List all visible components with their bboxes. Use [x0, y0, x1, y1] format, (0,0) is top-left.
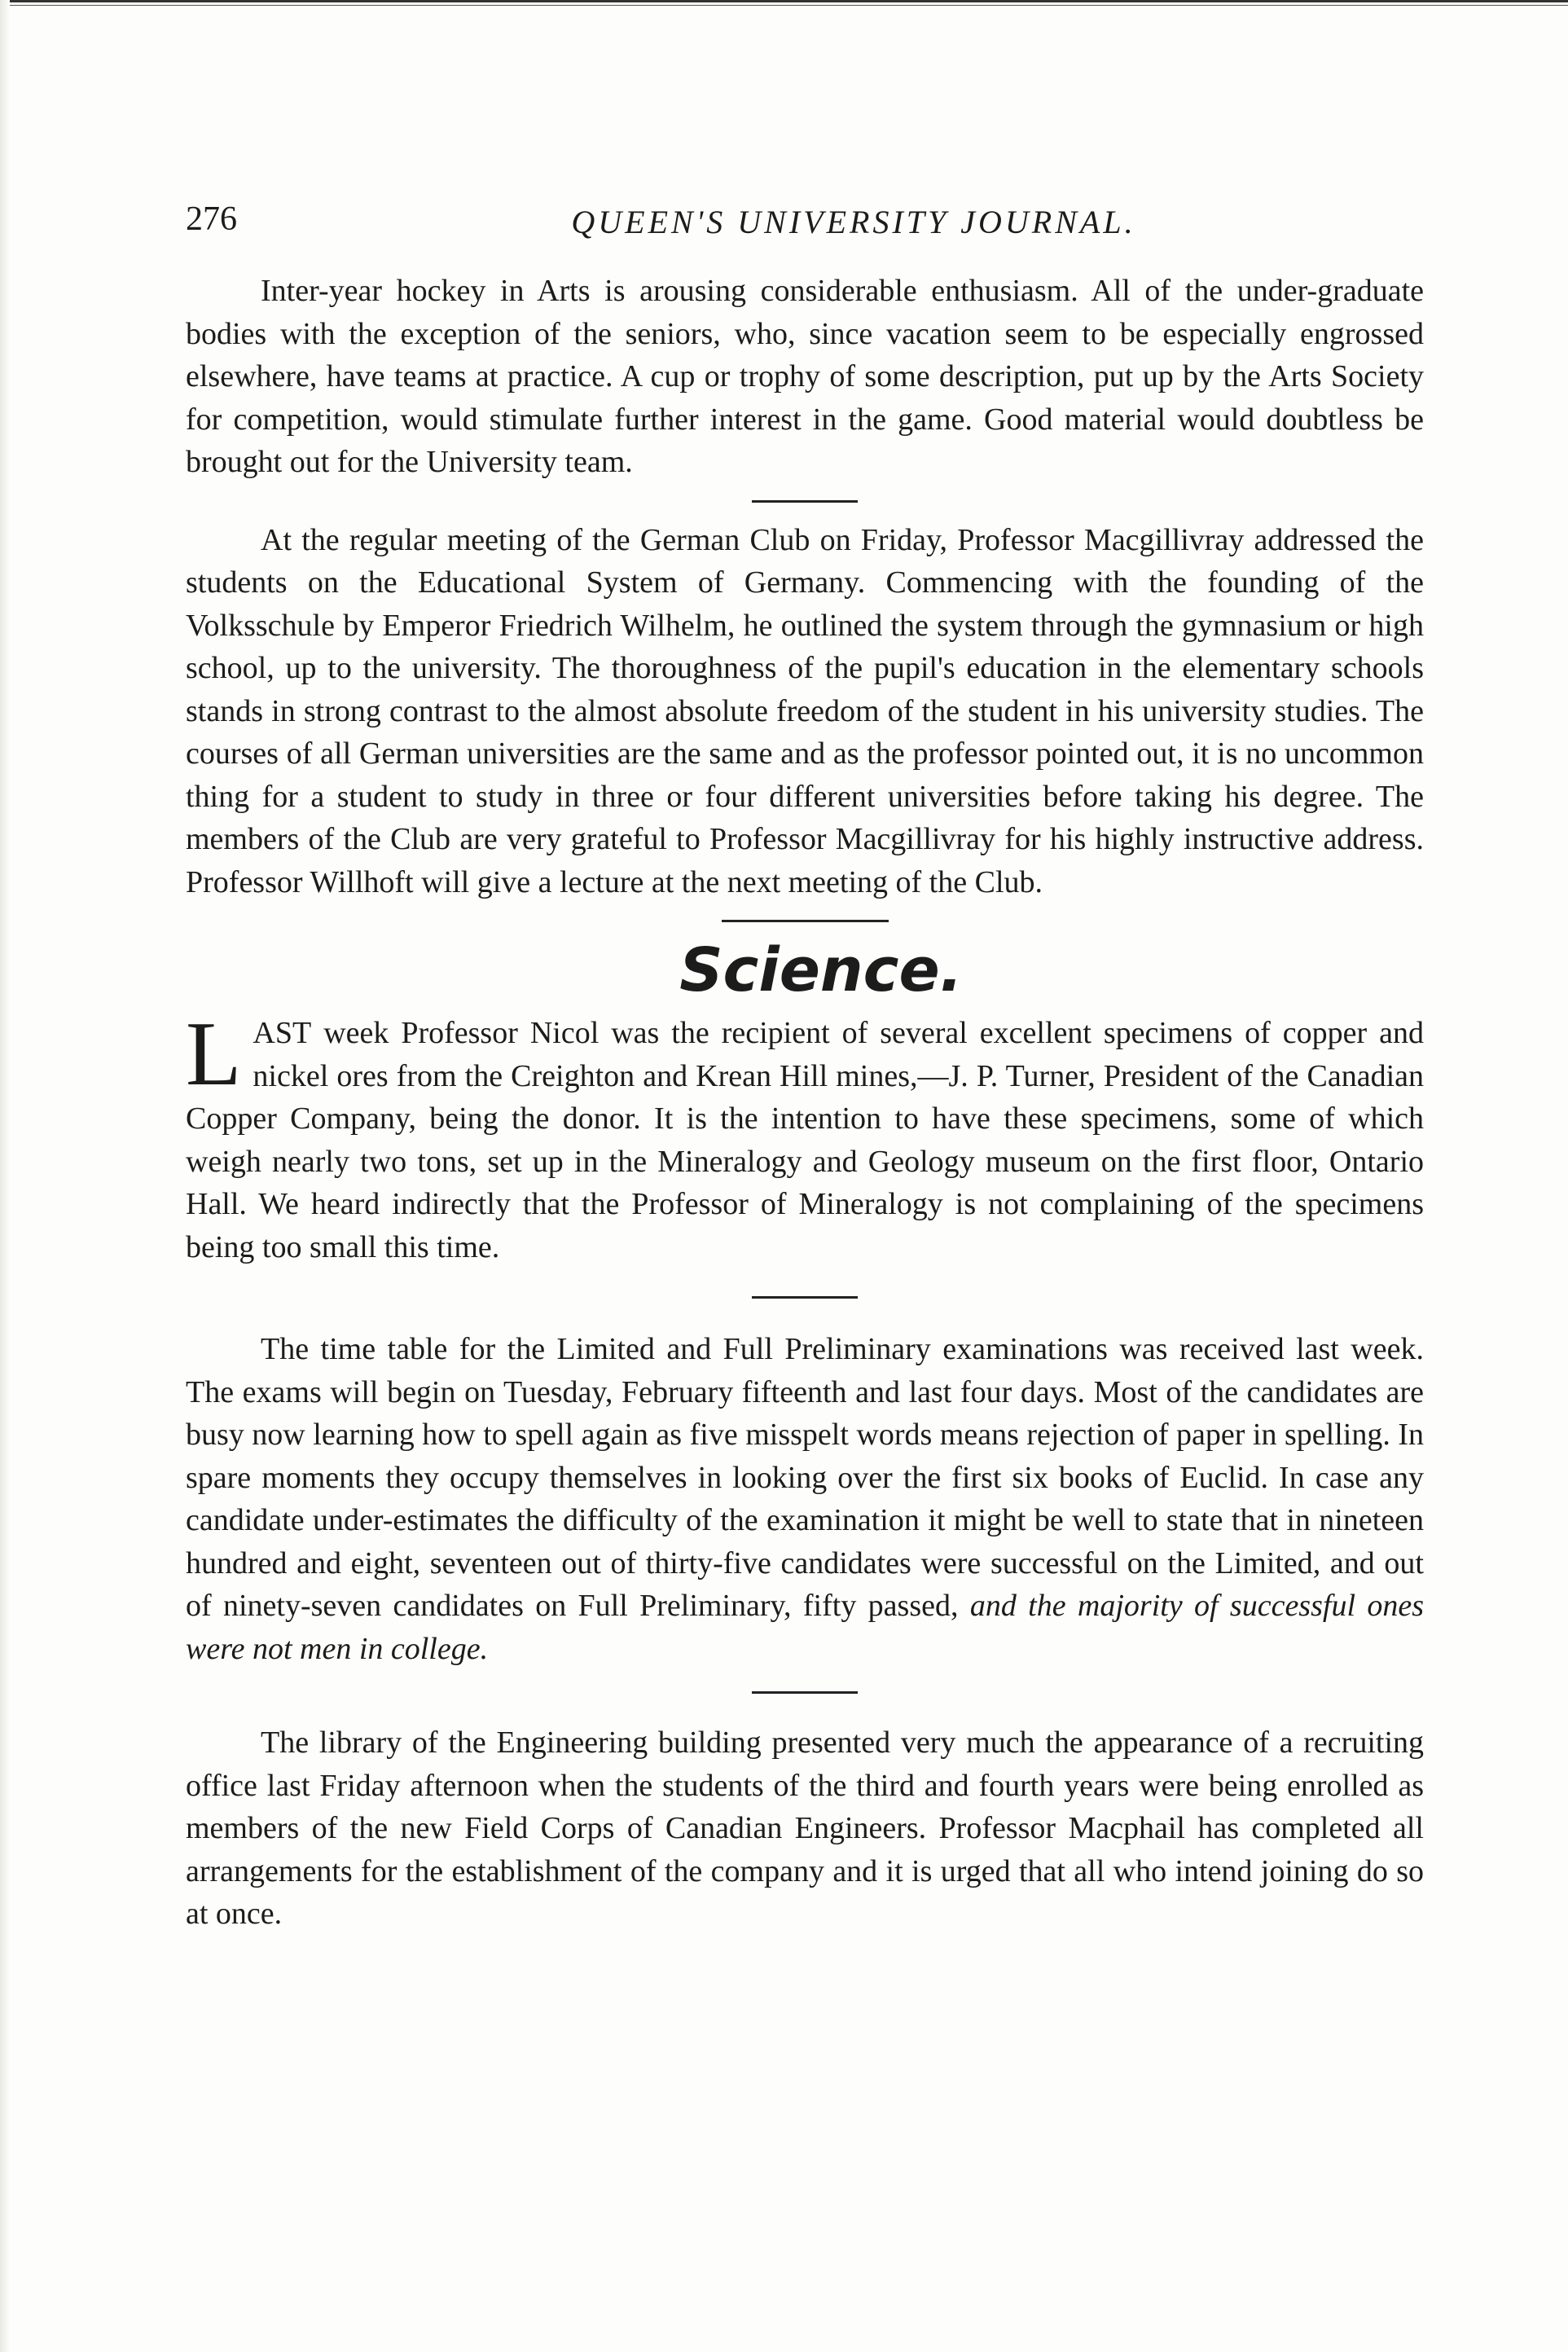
section-divider — [752, 500, 858, 503]
page-left-edge — [0, 0, 10, 2352]
page-number: 276 — [186, 200, 237, 238]
section-divider — [752, 1691, 858, 1694]
hockey-paragraph: Inter-year hockey in Arts is arousing considerable enthusiasm. All of the under-graduate bodies with the exception of the seniors, who, since vacation seem to be especially engrossed elsewhere, have teams at practice. A cup or trophy of some description, put up by the Arts Society for competition, would stimulate further interest in the game. Good material would doubtless be brought out for the University team. — [186, 274, 1424, 479]
exams-text: The time table for the Limited and Full Preliminary examinations was received last week. The exams will begin on Tuesday, February fifteenth and last four days. Most of the candidates are busy now learning how to spell again as five misspelt words means rejection of paper in spelling. In spare moments they occupy themselves in looking over the first six books of Euclid. In case any candidate under-estimates the difficulty of the examination it might be well to state that in nineteen hundred and eight, seventeen out of thirty-five candidates were successful on the Limited, and out of ninety-seven candidates on Full Preliminary, fifty passed, — [186, 1332, 1424, 1623]
library-paragraph: The library of the Engineering building presented very much the appearance of a recruiting office last Friday afternoon when the students of the third and fourth years were being enrolled as members of the new Field Corps of Canadian Engineers. Professor Macphail has completed all arrangements for the establishment of the company and it is urged that all who intend joining do so at once. — [186, 1726, 1424, 1931]
lead-small-caps: AST — [253, 1016, 312, 1050]
exams-italic-text: and the majority of successful ones were not men in college. — [186, 1589, 1424, 1666]
drop-cap: L — [186, 1004, 242, 1105]
running-head — [186, 200, 1424, 248]
journal-page — [186, 200, 1424, 1936]
lead-text: week Professor Nicol was the recipient of several excellent specimens of copper and nickel ores from the Creighton and Krean Hill mines,—J. P. Turner, President of the Canadian Copper Company, being the donor. It is the intention to have these specimens, some of which weigh nearly two tons, set up in the Mineralogy and Geology museum on the first floor, Ontario Hall. We heard indirectly that the Professor of Mineralogy is not complaining of the specimens being too small this time. — [186, 1016, 1424, 1264]
german-club-paragraph: At the regular meeting of the German Club on Friday, Professor Macgillivray addressed the students on the Educational System of Germany. Commencing with the founding of the Volksschule by Emperor Friedrich Wilhelm, he outlined the system through the gymnasium or high school, up to the university. The thoroughness of the pupil's education in the elementary schools stands in strong contrast to the almost absolute freedom of the student in his university studies. The courses of all German universities are the same and as the professor pointed out, it is no uncommon thing for a student to study in three or four different universities before taking his degree. The members of the Club are very grateful to Professor Macgillivray for his highly instructive address. Professor Willhoft will give a lecture at the next meeting of the Club. — [186, 522, 1424, 899]
science-lead-paragraph — [186, 1004, 1424, 1268]
exams-paragraph — [186, 1328, 1424, 1670]
science-heading: Science. — [679, 935, 963, 1005]
section-divider — [722, 920, 889, 922]
journal-title: QUEEN'S UNIVERSITY JOURNAL. — [571, 204, 1136, 240]
top-edge-rule — [0, 0, 1568, 8]
section-divider — [752, 1296, 858, 1299]
